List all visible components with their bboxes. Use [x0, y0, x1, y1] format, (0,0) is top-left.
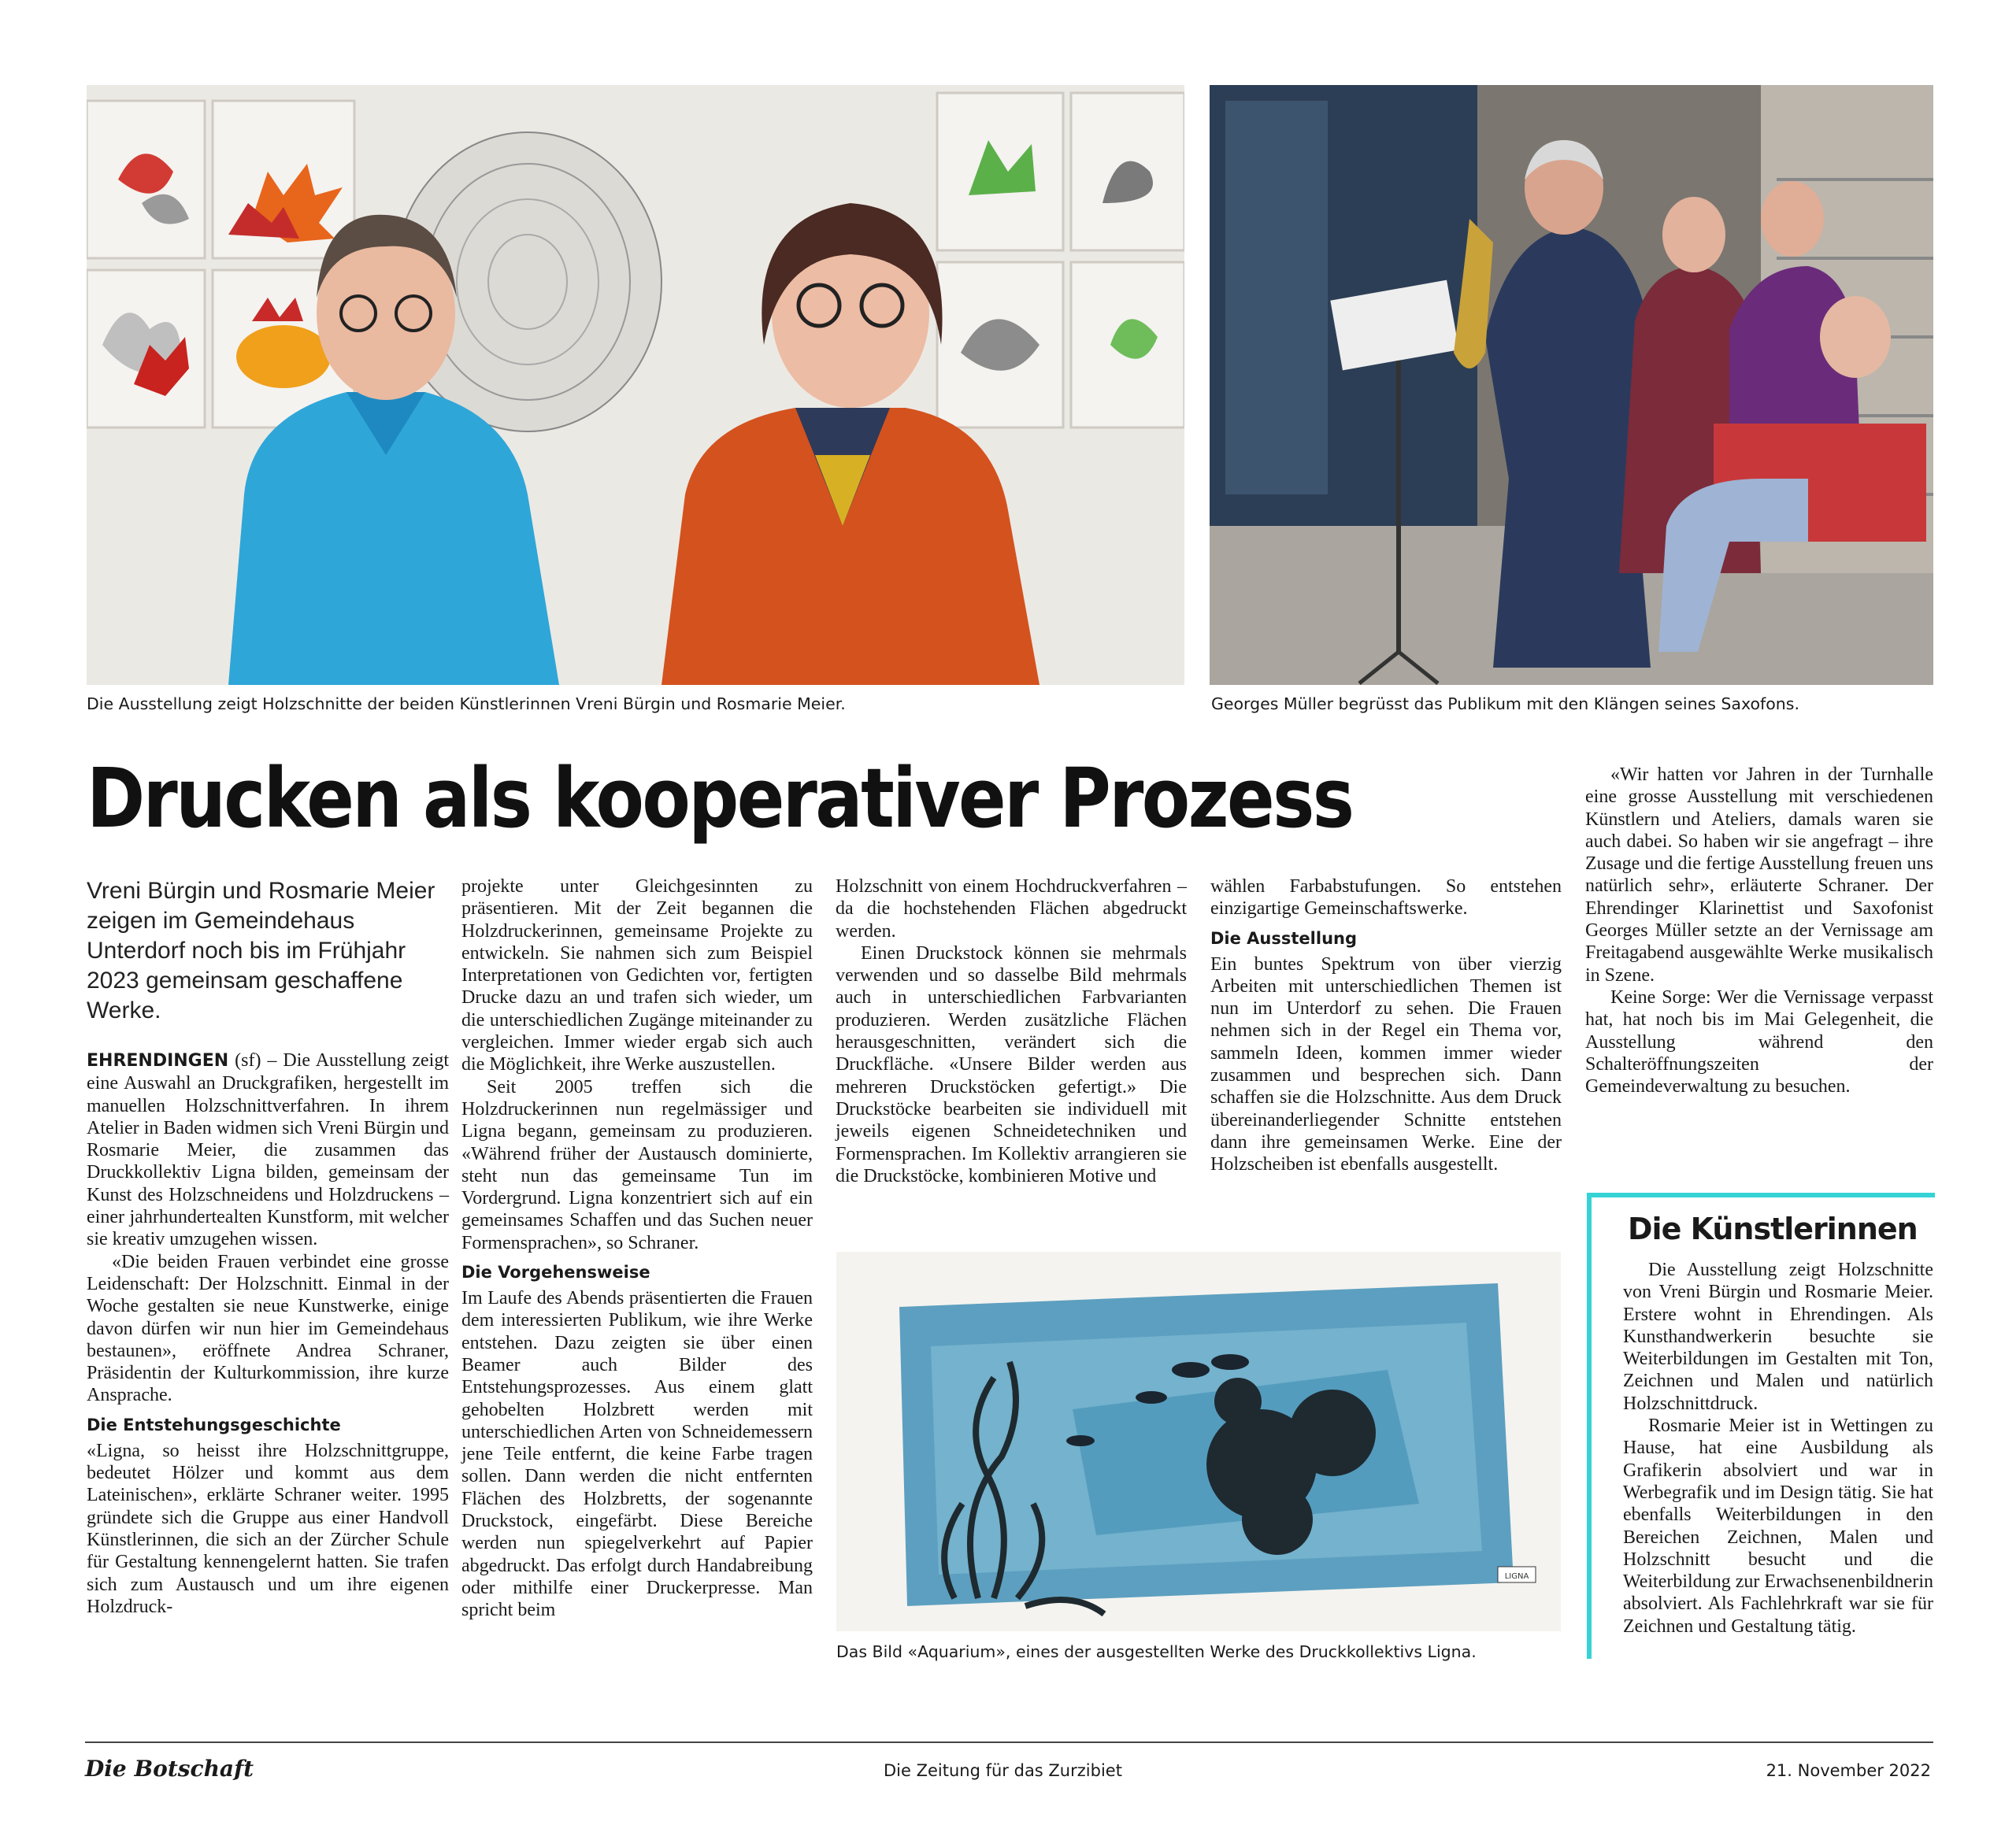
paragraph: wählen Farbabstufungen. So entstehen einzigartige Gemeinschaftswerke.	[1210, 876, 1562, 920]
lead-paragraph: Vreni Bürgin und Rosmarie Meier zeigen im Gemeindehaus Unterdorf noch bis im Frühjahr 2023 gemeinsam geschaffene Werke.	[87, 878, 435, 1023]
exhibition-photo-art	[87, 85, 1184, 685]
paragraph: «Ligna, so heisst ihre Holzschnittgruppe, bedeutet Hölzer und kommt aus dem Lateinischen», erklärte Schraner weiter. 1995 gründete sich die Gruppe aus einer Handvoll Künstlerinnen, die sich an der Zürcher Schule für Gestaltung kennengelernt hatten. Sie trafen sich zum Austausch und um ihre eigenen Holzdruck-	[87, 1440, 449, 1617]
byline: (sf) –	[228, 1050, 284, 1071]
article-column-2	[461, 875, 813, 1622]
article-column-4	[1210, 875, 1562, 1176]
dateline: EHRENDINGEN	[87, 1051, 229, 1071]
exhibition-photo	[87, 85, 1184, 685]
article-column-5	[1585, 764, 1933, 1097]
footer-tagline: Die Zeitung für das Zurzibiet	[884, 1761, 1122, 1780]
infobox-text	[1623, 1259, 1933, 1638]
paragraph: «Die beiden Frauen verbindet eine grosse Leidenschaft: Der Holzschnitt. Einmal in der Woche gestalten sie neue Kunstwerke, einige davon dürfen wir nun hier im Gemeindehaus bestaunen», eröffnete Andrea Schraner, Präsidentin der Kulturkommission, ihre kurze Ansprache.	[87, 1251, 449, 1406]
paragraph: projekte unter Gleichgesinnten zu präsentieren. Mit der Zeit begannen die Holzdruckerinnen, gemeinsame Projekte zu entwickeln. Sie nahmen sich zum Beispiel Interpretationen von Gedichten vor, fertigten Drucke dazu an und trafen sich wieder, um die unterschiedlichen Zugänge miteinander zu vergleichen. Immer wieder ergab sich auch die Möglichkeit, ihre Werke auszustellen.	[461, 876, 813, 1075]
paragraph: Holzschnitt von einem Hochdruckverfahren – da die hochstehenden Flächen abgedruckt werden.	[836, 876, 1187, 942]
paragraph: «Wir hatten vor Jahren in der Turnhalle eine grosse Ausstellung mit verschiedenen Künstlern und Ateliers, damals waren sie auch dabei. So haben wir sie angefragt – ihre Zusage und die fertige Ausstellung freuen uns natürlich sehr», erläuterte Schraner. Der Ehrendinger Klarinettist und Saxofonist Georges Müller setzte an der Vernissage am Freitagabend ausgewählte Werke musikalisch in Szene.	[1585, 764, 1933, 986]
paragraph: Seit 2005 treffen sich die Holzdruckerinnen nun regelmässiger und Ligna begann, gemeinsam zu produzieren. «Während früher der Austausch dominierte, steht nun das gemeinsame Tun im Vordergrund. Ligna konzentriert sich auf ein gemeinsames Schaffen und das Suchen neuer Formensprachen», so Schraner.	[461, 1076, 813, 1253]
paragraph: Rosmarie Meier ist in Wettingen zu Hause, hat eine Ausbildung als Grafikerin absolviert und war in Werbegrafik und im Design tätig. Sie hat ebenfalls Weiterbildungen in den Bereichen Zeichnen, Malen und Holzschnitt besucht und die Weiterbildung zur Erwachsenenbildnerin absolviert. Als Fachlehrkraft war sie für Zeichnen und Gestaltung tätig.	[1623, 1416, 1933, 1637]
infobox-title: Die Künstlerinnen	[1628, 1212, 1918, 1246]
aquarium-caption: Das Bild «Aquarium», eines der ausgestellten Werke des Druckkollektivs Ligna.	[836, 1642, 1477, 1661]
paragraph: Keine Sorge: Wer die Vernissage verpasst hat, hat noch bis im Mai Gelegenheit, die Ausstellung während den Schalteröffnungszeiten der Gemeindeverwaltung zu besuchen.	[1585, 986, 1933, 1097]
paragraph: Einen Druckstock können sie mehrmals verwenden und so dasselbe Bild mehrmals auch in unterschiedlichen Farbvarianten produzieren. Werden zusätzliche Flächen herausgeschnitten, verändert sich die Druckfläche. «Unsere Bilder werden aus mehreren Druckstöcken gefertigt.» Die Druckstöcke bearbeiten sie individuell mit jeweils eigenen Schneidetechniken und Formensprachen. Im Kollektiv arrangieren sie die Druckstöcke, kombinieren Motive und	[836, 942, 1187, 1186]
article-column-3	[836, 875, 1187, 1187]
newspaper-logo: Die Botschaft	[85, 1756, 254, 1782]
artists-infobox	[1587, 1193, 1935, 1659]
paragraph	[87, 1049, 449, 1251]
aquarium-print-photo	[836, 1252, 1561, 1631]
saxophone-photo	[1210, 85, 1933, 685]
saxophone-photo-art	[1210, 85, 1933, 685]
aquarium-print-art	[836, 1252, 1561, 1631]
paragraph: Ein buntes Spektrum von über vierzig Arbeiten mit unterschiedlichen Themen ist nun im Unterdorf zu sehen. Die Frauen nehmen sich in der Regel ein Thema vor, sammeln Ideen, kommen immer wieder zusammen und besprechen sich. Dann schaffen sie die Holzschnitte. Aus dem Druck übereinanderliegender Schnitte entstehen dann ihre gemeinsamen Werke. Eine der Holzscheiben ist ebenfalls ausgestellt.	[1210, 953, 1562, 1175]
subheading: Die Vorgehensweise	[461, 1263, 650, 1282]
exhibition-photo-caption: Die Ausstellung zeigt Holzschnitte der beiden Künstlerinnen Vreni Bürgin und Rosmarie Meier.	[87, 694, 846, 713]
footer-date: 21. November 2022	[1766, 1761, 1931, 1780]
paragraph: Die Ausstellung zeigt Holzschnitte von Vreni Bürgin und Rosmarie Meier. Erstere wohnt in Ehrendingen. Als Kunsthandwerkerin besuchte sie Weiterbildungen im Gestalten mit Ton, Zeichnen und Malen und natürlich Holzschnittdruck.	[1623, 1260, 1933, 1414]
headline: Drucken als kooperativer Prozess	[87, 750, 1353, 846]
footer-rule	[85, 1741, 1933, 1743]
article-column-1	[87, 1049, 449, 1618]
saxophone-photo-caption: Georges Müller begrüsst das Publikum mit den Klängen seines Saxofons.	[1211, 694, 1799, 713]
paragraph-text: Die Ausstellung zeigt eine Auswahl an Druckgrafiken, hergestellt im manuellen Holzschnittverfahren. In ihrem Atelier in Baden widmen sich Vreni Bürgin und Rosmarie Meier, die zusammen das Druckkollektiv Ligna bilden, gemeinsam der Kunst des Holzschneidens und Holzdruckens – einer jahrhundertealten Kunstform, mit welcher sie kreativ umzugehen wissen.	[87, 1050, 449, 1250]
subheading: Die Ausstellung	[1210, 928, 1357, 948]
paragraph: Im Laufe des Abends präsentierten die Frauen dem interessierten Publikum, wie ihre Werke entstehen. Dazu zeigten sie über einen Beamer auch Bilder des Entstehungsprozesses. Aus einem glatt gehobelten Holzbrett werden mit unterschiedlichen Arten von Schneidemessern jene Teile entfernt, die keine Farbe tragen sollen. Dann werden die nicht entfernten Flächen des Holzbretts, der sogenannte Druckstock, eingefärbt. Diese Bereiche werden nun spiegelverkehrt auf Papier abgedruckt. Das erfolgt durch Handabreibung oder mithilfe einer Druckerpresse. Man spricht beim	[461, 1288, 813, 1621]
print-label: LIGNA	[1504, 1572, 1529, 1581]
subheading: Die Entstehungsgeschichte	[87, 1415, 341, 1434]
